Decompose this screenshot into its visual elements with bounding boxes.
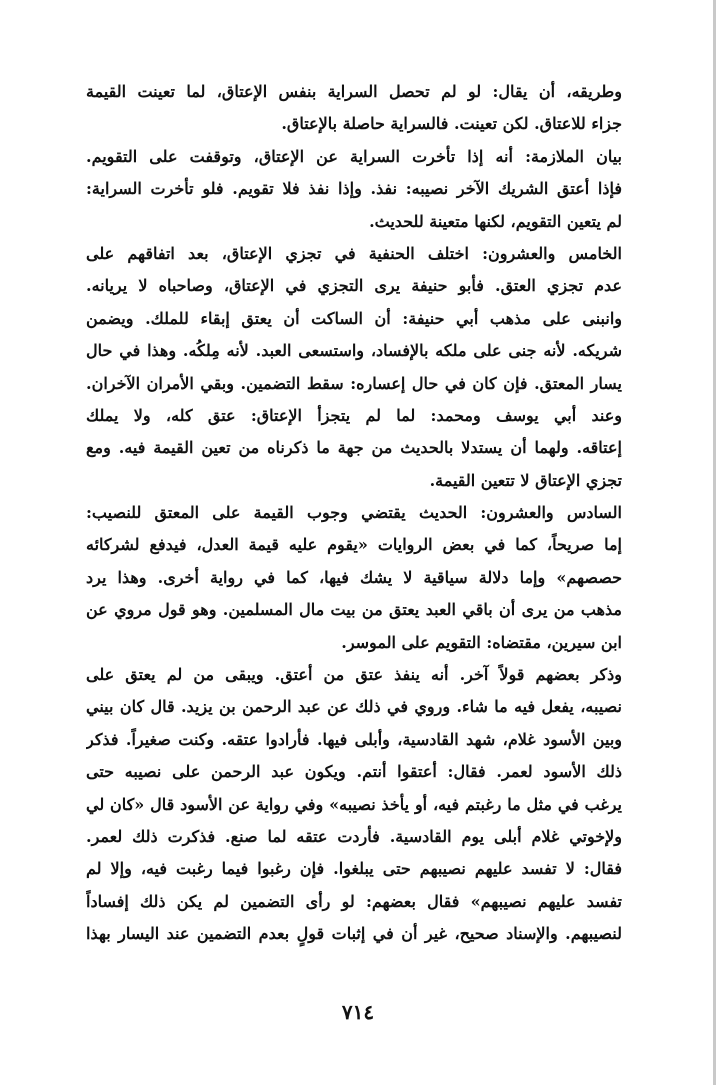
text-line: السادس والعشرون: الحديث يقتضي وجوب القيمة على المعتق للنصيب: — [86, 503, 622, 523]
text-line: عدم تجزي العتق. فأبو حنيفة يرى التجزي في الإعتاق، وصاحباه لا يريانه. — [86, 276, 622, 296]
text-line: ابن سيرين، مقتضاه: التقويم على الموسر. — [341, 632, 622, 652]
text-line: تفسد عليهم نصيبهم» فقال بعضهم: لو رأى التضمين لم يكن ذلك إفساداً — [86, 891, 622, 911]
text-line: إما صريحاً، كما في بعض الروايات «يقوم عليه قيمة العدل، فيدفع لشركائه — [86, 535, 622, 555]
text-line: وطريقه، أن يقال: لو لم تحصل السراية بنفس الإعتاق، لما تعينت القيمة — [86, 82, 622, 101]
text-line: وذكر بعضهم قولاً آخر. أنه ينفذ عتق من أعتق. ويبقى من لم يعتق على — [86, 665, 622, 685]
text-line: فإذا أعتق الشريك الآخر نصيبه: نفذ. وإذا نفذ فلا تقويم. فلو تأخرت السراية: — [86, 179, 622, 199]
page-number: ٧١٤ — [341, 1000, 375, 1024]
text-line: يرغب في مثل ما رغبتم فيه، أو يأخذ نصيبه» وفي رواية عن الأسود قال «كان لي — [86, 794, 622, 814]
text-line: وعند أبي يوسف ومحمد: لما لم يتجزأ الإعتاق: عتق كله، ولا يملك — [86, 405, 622, 425]
text-line: مذهب من يرى أن باقي العبد يعتق من بيت مال المسلمين. وهو قول مروي عن — [86, 600, 622, 620]
text-line: شريكه. لأنه جنى على ملكه بالإفساد، واستسعى العبد. لأنه مِلكُه. وهذا في حال — [86, 341, 622, 361]
text-line: حصصهم» وإما دلالة سياقية لا يشك فيها، كما في رواية أخرى. وهذا يرد — [86, 567, 622, 587]
text-line: نصيبه، يفعل فيه ما شاء. وروي في ذلك عن عبد الرحمن بن يزيد. قال كان بيني — [86, 697, 622, 717]
text-line: بيان الملازمة: أنه إذا تأخرت السراية عن الإعتاق، وتوقفت على التقويم. — [86, 146, 622, 166]
text-line: إعتاقه. ولهما أن يستدلا بالحديث من جهة ما ذكرناه من تعين القيمة فيه. ومع — [86, 438, 622, 458]
text-line: الخامس والعشرون: اختلف الحنفية في تجزي الإعتاق، بعد اتفاقهم على — [86, 243, 622, 263]
text-line: ذلك الأسود لعمر. فقال: أعتقوا أنتم. ويكون عبد الرحمن على نصيبه حتى — [86, 762, 622, 782]
body-text — [86, 76, 622, 951]
text-line: وبين الأسود غلام، شهد القادسية، وأبلى فيها. فأرادوا عتقه. وكنت صغيراً. فذكر — [86, 729, 622, 749]
text-line: لم يتعين التقويم، لكنها متعينة للحديث. — [369, 211, 622, 231]
text-line: جزاء للاعتاق. لكن تعينت. فالسراية حاصلة بالإعتاق. — [281, 114, 622, 134]
text-line: يسار المعتق. فإن كان في حال إعساره: سقط التضمين. وبقي الأمران الآخران. — [86, 373, 622, 393]
text-line: ولإخوتي غلام أبلى يوم القادسية. فأردت عتقه لما صنع. فذكرت ذلك لعمر. — [86, 826, 622, 846]
text-line: فقال: لا تفسد عليهم نصيبهم حتى يبلغوا. فإن رغبوا فيما رغبت فيه، وإلا لم — [86, 859, 622, 879]
text-line: تجزي الإعتاق لا تتعين القيمة. — [429, 470, 622, 490]
text-line: وانبنى على مذهب أبي حنيفة: أن الساكت أن يعتق إبقاء للملك. ويضمن — [86, 308, 622, 328]
text-line: لنصيبهم. والإسناد صحيح، غير أن في إثبات قولٍ بعدم التضمين عند اليسار بهذا — [86, 924, 622, 944]
